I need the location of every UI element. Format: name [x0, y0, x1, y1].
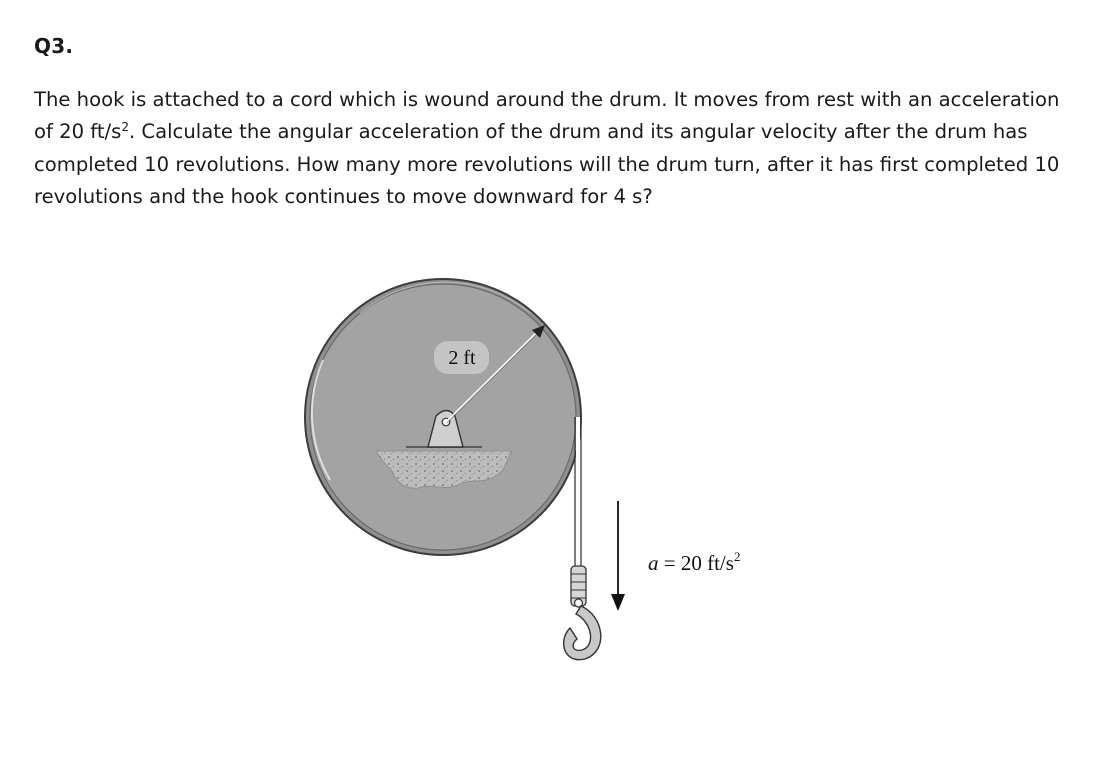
acceleration-value: = 20 ft/s [658, 551, 734, 575]
hook-icon [564, 566, 601, 660]
radius-label: 2 ft [448, 347, 476, 369]
question-number: Q3. [34, 34, 74, 58]
acceleration-arrow [611, 501, 625, 611]
acceleration-label [648, 549, 740, 575]
problem-text-part2: . Calculate the angular acceleration of the drum and its angular velocity after the drum has completed 10 revolutions. How many more revolutions will the drum turn, after it has first completed 10 revolutions and the hook continues to move downward for 4 s? [34, 120, 1060, 209]
acceleration-sup: 2 [733, 549, 741, 564]
problem-text-part1: The hook is attached to a cord which is wound around the drum. It moves from rest with an acceleration of 20 ft/s [34, 88, 1060, 144]
acceleration-var: a [648, 551, 659, 575]
problem-superscript: 2 [121, 120, 129, 135]
